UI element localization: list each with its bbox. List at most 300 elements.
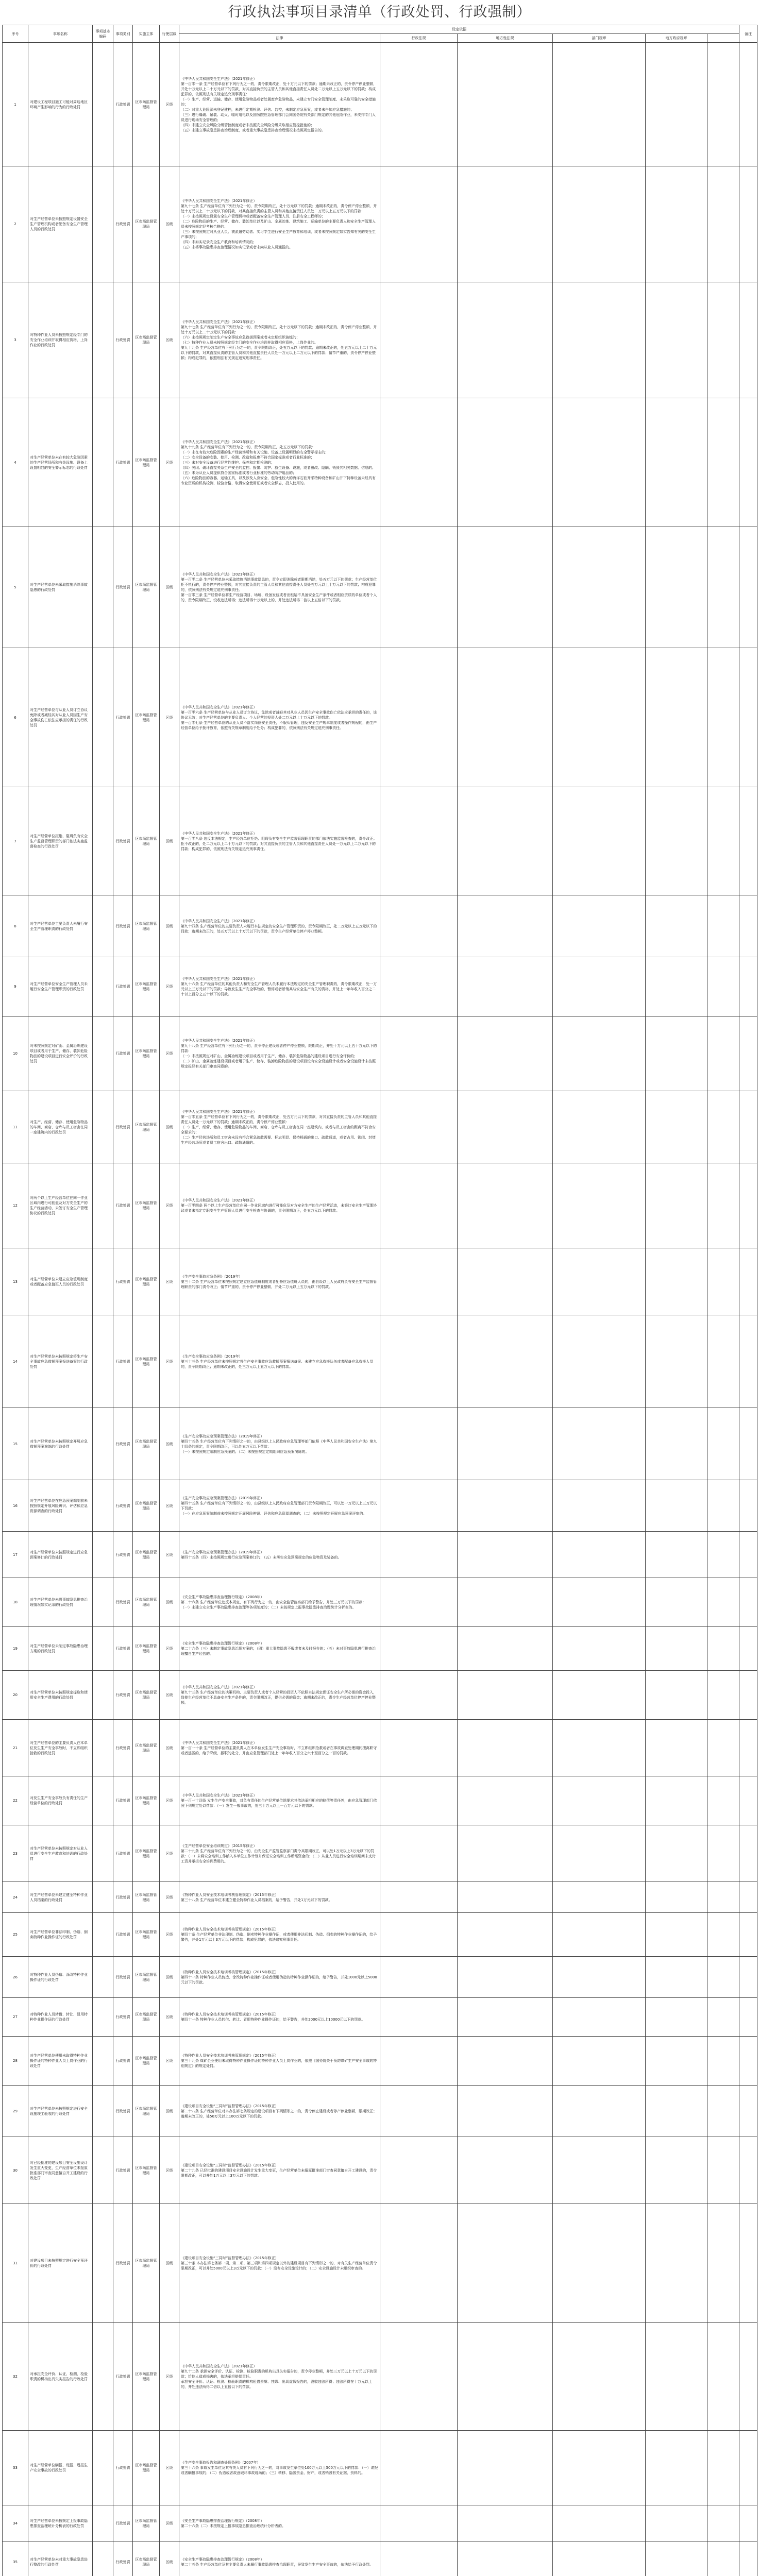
row-seq: 32 (3, 2323, 28, 2431)
row-name: 对生产经营单位未按规定上报事故隐患排查治理统计分析表的行政处罚 (28, 2505, 93, 2541)
row-blank (707, 43, 739, 166)
row-category: 行政处罚 (113, 43, 133, 166)
row-level: 区级 (160, 1671, 179, 1720)
row-subject: 区市场监督管理局 (133, 1091, 160, 1163)
basis-clause: 第一百零四条 两个以上生产经营单位在同一作业区域内进行可能危及对方安全生产的生产经营活动，未签订安全生产管理协议或者未指定专职安全生产管理人员进行安全检查与协调的，责令限期改正，处五万元以下的罚款。 (181, 1204, 377, 1213)
row-code (93, 2037, 113, 2086)
row-dept-rule (553, 398, 646, 527)
table-row (3, 1913, 757, 1957)
row-dept-rule (553, 1315, 646, 1408)
row-subject: 区市场监督管理局 (133, 1248, 160, 1315)
row-blank (707, 648, 739, 787)
row-local-regulation (458, 166, 553, 282)
row-level: 区级 (160, 2505, 179, 2541)
row-level: 区级 (160, 2431, 179, 2505)
basis-law-title: 《中华人民共和国安全生产法》（2021年修正） (181, 2364, 257, 2368)
row-admin-regulation (380, 1163, 458, 1248)
row-remark (739, 2037, 757, 2086)
row-blank (707, 1091, 739, 1163)
row-remark (739, 787, 757, 895)
row-basis-law (179, 1248, 380, 1315)
row-seq: 6 (3, 648, 28, 787)
row-level: 区级 (160, 282, 179, 398)
row-blank (707, 957, 739, 1016)
table-row (3, 398, 757, 527)
table-row (3, 1016, 757, 1091)
row-seq: 4 (3, 398, 28, 527)
basis-clause: 第四十一条 特种作业人员转借、转让、冒用特种作业操作证的，给予警告，并处2000元以上10000元以下的罚款。 (181, 2018, 365, 2022)
basis-clause: 第九十七条 生产经营单位有下列行为之一的，责令限期改正，处十万元以下的罚款；逾期未改正的，责令停产停业整顿，并处十万元以上二十万元以下的罚款，对其直接负责的主管人员和其他直接责任人员处二万元以上五万元以下的罚款： (181, 204, 377, 213)
basis-law-title: 《中华人民共和国安全生产法》（2021年修正） (181, 199, 257, 203)
basis-law-title: 《中华人民共和国安全生产法》（2021年修正） (181, 1740, 257, 1745)
row-remark (739, 1825, 757, 1882)
basis-clause: （二）矿山、金属冶炼建设项目或者用于生产、储存、装卸危险物品的建设项目没有安全设施设计或者安全设施设计未按照规定报经有关部门审查同意的。 (181, 1059, 376, 1069)
row-subject: 区市场监督管理局 (133, 1532, 160, 1578)
row-seq: 18 (3, 1578, 28, 1627)
basis-clause: 第一百零七条 生产经营单位的从业人员不落实岗位安全责任，不服从管理，违反安全生产规章制度或者操作规程的，由生产经营单位给予批评教育，依照有关规章制度给予处分；构成犯罪的，依照刑法有关规定追究刑事责任。 (181, 720, 377, 730)
basis-clause: 第二十九条 生产经营单位有下列行为之一的，由安全生产监管监察部门责令其限期改正，可以处1万元以上3万元以下的罚款：（一）未将安全培训工作纳入本单位工作计划并保证安全培训工作所需资金的；（二）从业人员进行安全培训期间未支付工资并承担安全培训费用的。 (181, 1849, 376, 1863)
table-row (3, 2137, 757, 2204)
row-blank (707, 2204, 739, 2323)
row-level: 区级 (160, 1091, 179, 1163)
row-category: 行政处罚 (113, 2431, 133, 2505)
table-row (3, 648, 757, 787)
row-code (93, 1825, 113, 1882)
header-basis-group: 设定依据 (179, 25, 739, 34)
basis-clause: 第三十六条 事故发生单位及其有关人员有下列行为之一的，对事故发生单位处100万元以上500万元以下的罚款：（一）谎报或者瞒报事故的；（二）伪造或者故意破坏事故现场的；（三）转移、隐匿资金、财产，或者销毁有关证据、资料的。 (181, 2466, 378, 2475)
row-code (93, 2323, 113, 2431)
table-row (3, 43, 757, 166)
row-code (93, 895, 113, 957)
row-blank (707, 1408, 739, 1480)
table-row (3, 1882, 757, 1913)
basis-law-title: 《中华人民共和国安全生产法》（2021年修正） (181, 977, 257, 981)
basis-law-title: 《生产安全事故报告和调查处理条例》（2007年） (181, 2461, 261, 2465)
row-level: 区级 (160, 2541, 179, 2576)
row-blank (707, 1480, 739, 1532)
row-level: 区级 (160, 2204, 179, 2323)
row-blank (707, 2137, 739, 2204)
row-seq: 1 (3, 43, 28, 166)
row-blank (707, 166, 739, 282)
row-category: 行政处罚 (113, 2323, 133, 2431)
basis-clause: 第九十八条 生产经营单位有下列行为之一的，责令停止建设或者停产停业整顿，限期改正，并处十万元以上五十万元以下的罚款： (181, 1044, 377, 1053)
row-seq: 8 (3, 895, 28, 957)
row-gov-rule (646, 1720, 707, 1776)
row-subject: 区市场监督管理局 (133, 2204, 160, 2323)
row-category: 行政处罚 (113, 1825, 133, 1882)
basis-clause: 第四十一条 特种作业人员伪造、涂改特种作业操作证或者使用伪造的特种作业操作证的，给予警告，并处1000元以上5000元以下的罚款。 (181, 1975, 377, 1985)
basis-clause: （四）关闭、破坏直接关系生产安全的监控、报警、防护、救生设备、设施，或者篡改、隐瞒、销毁其相关数据、信息的； (181, 465, 376, 470)
row-basis-law (179, 2431, 380, 2505)
row-code (93, 2137, 113, 2204)
row-code (93, 1480, 113, 1532)
row-code (93, 398, 113, 527)
row-local-regulation (458, 787, 553, 895)
row-admin-regulation (380, 166, 458, 282)
row-remark (739, 43, 757, 166)
row-code (93, 2505, 113, 2541)
basis-law-title: 《特种作业人员安全技术培训考核管理规定》（2015年修正） (181, 1892, 279, 1897)
row-subject: 区市场监督管理局 (133, 1315, 160, 1408)
basis-clause: 承担安全评价、认证、检测、检验职责的机构租借资质、挂靠、出具虚假报告的，没收违法所得；违法所得在十万元以上的，并处违法所得二倍以上五倍以下的罚款。 (181, 2379, 372, 2389)
row-basis-law (179, 1671, 380, 1720)
row-gov-rule (646, 1998, 707, 2037)
row-local-regulation (458, 1882, 553, 1913)
row-basis-law (179, 1957, 380, 1998)
header-row-1 (3, 25, 757, 34)
row-basis-law (179, 957, 380, 1016)
basis-law-title: 《特种作业人员安全技术培训考核管理规定》（2015年修正） (181, 1970, 279, 1974)
row-dept-rule (553, 2137, 646, 2204)
basis-clause: （三）未按照规定对从业人员、被派遣劳动者、实习学生进行安全生产教育和培训，或者未按照规定如实告知有关的安全生产事项的； (181, 230, 376, 239)
basis-law-title: 《生产经营单位安全培训规定》（2015年修正） (181, 1843, 257, 1848)
row-basis-law (179, 1998, 380, 2037)
row-name: 对生产经营单位未制定事故隐患治理方案的行政处罚 (28, 1627, 93, 1671)
row-code (93, 2204, 113, 2323)
row-code (93, 1913, 113, 1957)
row-gov-rule (646, 1627, 707, 1671)
basis-clause: 第二十六条 生产经营单位违反本规定，有下列行为之一的，由安全监管监察部门给予警告，并处三万元以下的罚款： (181, 1600, 366, 1604)
row-level: 区级 (160, 957, 179, 1016)
row-seq: 29 (3, 2086, 28, 2137)
row-remark (739, 2137, 757, 2204)
row-local-regulation (458, 1016, 553, 1091)
row-blank (707, 2037, 739, 2086)
row-dept-rule (553, 1957, 646, 1998)
row-name: 对生产经营单位未采取措施消除事故隐患的行政处罚 (28, 527, 93, 648)
row-subject: 区市场监督管理局 (133, 1882, 160, 1913)
row-subject: 区市场监督管理局 (133, 2037, 160, 2086)
row-code (93, 527, 113, 648)
basis-clause: （三）进行爆破、吊装、动火、临时用电以及国务院应急管理部门会同国务院有关部门规定的其他危险作业，未安排专门人员进行现场安全管理的； (181, 112, 376, 122)
row-subject: 区市场监督管理局 (133, 648, 160, 787)
row-blank (707, 2505, 739, 2541)
table-row (3, 1627, 757, 1671)
basis-clause: 第二十六条（三）未制定事故隐患治理方案的；（四）重大事故隐患不报或者未及时报告的；（五）未对事故隐患进行排查治理擅自生产经营的。 (181, 1647, 376, 1656)
row-code (93, 1248, 113, 1315)
row-seq: 5 (3, 527, 28, 648)
header-subject: 实施主体 (133, 25, 160, 43)
row-basis-law (179, 43, 380, 166)
row-name: 对特种作业人员伪造、涂改特种作业操作证的行政处罚 (28, 1957, 93, 1998)
row-basis-law (179, 1016, 380, 1091)
row-local-regulation (458, 2204, 553, 2323)
row-name: 对生产经营单位在应急预案编制前未按照规定开展风险辨识、评估和应急资源调查的行政处罚 (28, 1480, 93, 1532)
row-level: 区级 (160, 1532, 179, 1578)
row-local-regulation (458, 1163, 553, 1248)
row-dept-rule (553, 1671, 646, 1720)
row-category: 行政处罚 (113, 1627, 133, 1671)
header-admin-regulation: 行政法规 (380, 34, 458, 43)
row-category: 行政处罚 (113, 957, 133, 1016)
row-code (93, 1671, 113, 1720)
row-category: 行政处罚 (113, 2037, 133, 2086)
row-blank (707, 787, 739, 895)
row-blank (707, 2086, 739, 2137)
row-gov-rule (646, 1957, 707, 1998)
row-blank (707, 1163, 739, 1248)
row-name: 对生产经营单位未按照规定进行安全设施竣工验收的行政处罚 (28, 2086, 93, 2137)
row-name: 对两个以上生产经营单位在同一作业区域内进行可能危及对方安全生产的生产经营活动，未签订安全生产管理协议的行政处罚 (28, 1163, 93, 1248)
row-name: 对生产经营单位未建立健全特种作业人员档案的行政处罚 (28, 1882, 93, 1913)
row-blank (707, 2541, 739, 2576)
header-category: 事项类别 (113, 25, 133, 43)
basis-clause: （五）未将事故隐患排查治理情况如实记录或者未向从业人员通报的。 (181, 245, 293, 249)
table-row (3, 895, 757, 957)
row-local-regulation (458, 2323, 553, 2431)
row-code (93, 1720, 113, 1776)
row-local-regulation (458, 1671, 553, 1720)
row-admin-regulation (380, 1408, 458, 1480)
row-basis-law (179, 2204, 380, 2323)
row-subject: 区市场监督管理局 (133, 1578, 160, 1627)
row-level: 区级 (160, 2137, 179, 2204)
row-seq: 10 (3, 1016, 28, 1091)
basis-clause: 第九十四条 生产经营单位的主要负责人未履行本法规定的安全生产管理职责的，责令限期改正，处二万元以上五万元以下的罚款；逾期未改正的，处五万元以上十万元以下的罚款，责令生产经营单位停产停业整顿。 (181, 924, 377, 934)
row-subject: 区市场监督管理局 (133, 2541, 160, 2576)
row-code (93, 1882, 113, 1913)
page-title: 行政执法事项目录清单（行政处罚、行政强制） (228, 4, 531, 20)
row-seq: 31 (3, 2204, 28, 2323)
basis-clause: （一）生产、经营、运输、储存、使用危险物品或者处置废弃危险物品，未建立专门安全管理制度、未采取可靠的安全措施的； (181, 97, 376, 107)
basis-clause: 第二十八条 生产经营单位对本办法第七条规定的建设项目有下列情形之一的，责令停止建设或者停产停业整顿，限期改正；逾期未改正的，处50万元以上100万元以下的罚款。 (181, 2109, 377, 2119)
row-admin-regulation (380, 1480, 458, 1532)
row-admin-regulation (380, 2037, 458, 2086)
row-blank (707, 1998, 739, 2037)
basis-clause: （六）未按照规定制定生产安全事故应急救援预案或者未定期组织演练的； (181, 335, 300, 340)
row-basis-law (179, 1315, 380, 1408)
row-subject: 区市场监督管理局 (133, 398, 160, 527)
row-local-regulation (458, 2037, 553, 2086)
row-name: 对生产经营单位安全生产管理人员未履行安全生产管理职责的行政处罚 (28, 957, 93, 1016)
row-name: 对生产经营单位未按照规定设置安全生产管理机构或者配备安全生产管理人员的行政处罚 (28, 166, 93, 282)
row-category: 行政处罚 (113, 2086, 133, 2137)
basis-clause: 第九十九条 生产经营单位有下列行为之一的，责令限期改正，处五万元以下的罚款；逾期未改正的，处五万元以上二十万元以下的罚款，对其直接负责的主管人员和其他直接责任人员处一万元以上二万元以下的罚款；情节严重的，责令停产停业整顿；构成犯罪的，依照刑法有关规定追究刑事责任。 (181, 346, 377, 360)
basis-law-title: 《中华人民共和国安全生产法》（2021年修正） (181, 1793, 257, 1798)
header-level: 行使层级 (160, 25, 179, 43)
basis-clause: 第二十九条 已经批准的建设项目安全设施设计发生重大变更，生产经营单位未报原批准部门审查同意擅自开工建设的，责令限期改正，可以并处1万元以上3万元以下的罚款。 (181, 2168, 377, 2178)
row-remark (739, 1998, 757, 2037)
row-blank (707, 1315, 739, 1408)
row-basis-law (179, 2323, 380, 2431)
row-admin-regulation (380, 282, 458, 398)
row-gov-rule (646, 1882, 707, 1913)
row-gov-rule (646, 2431, 707, 2505)
row-local-regulation (458, 648, 553, 787)
row-basis-law (179, 2037, 380, 2086)
row-code (93, 1957, 113, 1998)
row-category: 行政处罚 (113, 1091, 133, 1163)
row-subject: 区市场监督管理局 (133, 1163, 160, 1248)
row-gov-rule (646, 1408, 707, 1480)
row-local-regulation (458, 1957, 553, 1998)
row-dept-rule (553, 1163, 646, 1248)
row-category: 行政处罚 (113, 1671, 133, 1720)
row-remark (739, 2323, 757, 2431)
row-name: 对生产经营单位未按照规定对从业人员进行安全生产教育和培训的行政处罚 (28, 1825, 93, 1882)
basis-clause: （一）未按照规定对矿山、金属冶炼建设项目或者用于生产、储存、装卸危险物品的建设项目进行安全评价的； (181, 1054, 358, 1058)
row-code (93, 166, 113, 282)
row-code (93, 1532, 113, 1578)
row-dept-rule (553, 2086, 646, 2137)
table-row (3, 2086, 757, 2137)
row-category: 行政处罚 (113, 1998, 133, 2037)
row-subject: 区市场监督管理局 (133, 1913, 160, 1957)
row-category: 行政处罚 (113, 1578, 133, 1627)
table-row (3, 1408, 757, 1480)
row-level: 区级 (160, 895, 179, 957)
row-basis-law (179, 1578, 380, 1627)
row-dept-rule (553, 1532, 646, 1578)
row-gov-rule (646, 1671, 707, 1720)
row-category: 行政处罚 (113, 1776, 133, 1825)
basis-clause: 第三十三条 生产经营单位未按照规定将生产安全事故应急救援预案报送备案、未建立应急救援队伍或者配备应急救援人员的，责令限期改正；逾期未改正的，处三万元以上五万元以下的罚款。 (181, 1359, 374, 1369)
row-category: 行政处罚 (113, 398, 133, 527)
basis-law-title: 《建设项目安全设施“三同时”监督管理办法》（2015年修正） (181, 2104, 279, 2108)
row-category: 行政处罚 (113, 1480, 133, 1532)
row-seq: 13 (3, 1248, 28, 1315)
row-subject: 区市场监督管理局 (133, 282, 160, 398)
row-subject: 区市场监督管理局 (133, 895, 160, 957)
basis-clause: 第一百零六条 生产经营单位与从业人员订立协议，免除或者减轻其对从业人员因生产安全事故伤亡依法应承担的责任的，该协议无效；对生产经营单位的主要负责人、个人经营的投资人处二万元以上十万元以下的罚款。 (181, 710, 377, 720)
row-seq: 19 (3, 1627, 28, 1671)
row-dept-rule (553, 957, 646, 1016)
row-remark (739, 1248, 757, 1315)
row-remark (739, 1480, 757, 1532)
row-subject: 区市场监督管理局 (133, 1016, 160, 1091)
row-blank (707, 2431, 739, 2505)
basis-law-title: 《中华人民共和国安全生产法》（2021年修正） (181, 705, 257, 709)
row-category: 行政处罚 (113, 2505, 133, 2541)
row-level: 区级 (160, 1776, 179, 1825)
basis-clause: （五）未为从业人员提供符合国家标准或者行业标准的劳动防护用品的； (181, 470, 296, 475)
row-code (93, 1998, 113, 2037)
row-category: 行政处罚 (113, 2541, 133, 2576)
table-row (3, 282, 757, 398)
row-seq: 33 (3, 2431, 28, 2505)
row-blank (707, 1957, 739, 1998)
row-seq: 2 (3, 166, 28, 282)
row-local-regulation (458, 1480, 553, 1532)
basis-clause: 第九十七条 生产经营单位有下列行为之一的，责令限期改正，处十万元以下的罚款；逾期未改正的，责令停产停业整顿，并处十万元以上二十万元以下的罚款： (181, 325, 377, 334)
basis-clause: 第三十二条 生产经营单位未按照规定建立应急值班制度或者配备应急值班人员的，由县级以上人民政府负有安全生产监督管理职责的部门责令改正；情节严重的，责令停产停业整顿，并处二万元以上五万元以下的罚款。 (181, 1279, 377, 1289)
row-subject: 区市场监督管理局 (133, 1720, 160, 1776)
basis-clause: 第一百零三条 生产经营单位将生产经营项目、场所、设备发包或者出租给不具备安全生产条件或者相应资质的单位或者个人的，责令限期改正，没收违法所得；违法所得十万元以上的，并处违法所得二倍以上五倍以下的罚款。 (181, 593, 377, 602)
row-remark (739, 2541, 757, 2576)
table-row (3, 957, 757, 1016)
row-subject: 区市场监督管理局 (133, 2137, 160, 2204)
row-basis-law (179, 398, 380, 527)
row-local-regulation (458, 1627, 553, 1671)
row-admin-regulation (380, 1627, 458, 1671)
row-seq: 11 (3, 1091, 28, 1163)
row-dept-rule (553, 1913, 646, 1957)
header-dept-rule: 部门规章 (553, 34, 646, 43)
row-basis-law (179, 895, 380, 957)
row-level: 区级 (160, 787, 179, 895)
table-row (3, 1480, 757, 1532)
row-admin-regulation (380, 2137, 458, 2204)
basis-law-title: 《中华人民共和国安全生产法》（2021年修正） (181, 76, 257, 81)
row-code (93, 43, 113, 166)
row-subject: 区市场监督管理局 (133, 166, 160, 282)
row-dept-rule (553, 2541, 646, 2576)
row-dept-rule (553, 43, 646, 166)
row-admin-regulation (380, 1720, 458, 1776)
row-admin-regulation (380, 1825, 458, 1882)
row-dept-rule (553, 895, 646, 957)
basis-clause: 第四十五条 生产经营单位有下列情形之一的，由县级以上人民政府应急管理部门责令限期改正，可以处一万元以上三万元以下罚款： (181, 1501, 377, 1511)
row-code (93, 1627, 113, 1671)
basis-law-title: 《生产安全事故应急预案管理办法》（2019年修正） (181, 1496, 264, 1500)
row-admin-regulation (380, 1532, 458, 1578)
basis-clause: 第九十九条 生产经营单位有下列行为之一的，责令限期改正，处五万元以下的罚款： (181, 445, 316, 449)
row-name: 对生产经营单位瞒报、谎报、迟报生产安全事故的行政处罚 (28, 2431, 93, 2505)
row-remark (739, 648, 757, 787)
row-remark (739, 1091, 757, 1163)
row-admin-regulation (380, 1998, 458, 2037)
row-admin-regulation (380, 787, 458, 895)
basis-law-title: 《中华人民共和国安全生产法》（2021年修正） (181, 439, 257, 444)
row-remark (739, 1163, 757, 1248)
row-name: 对未按照规定对矿山、金属冶炼建设项目或者用于生产、储存、装卸危险物品的建设项目进行安全评价的行政处罚 (28, 1016, 93, 1091)
row-local-regulation (458, 1825, 553, 1882)
row-admin-regulation (380, 1882, 458, 1913)
row-category: 行政处罚 (113, 787, 133, 895)
row-dept-rule (553, 1480, 646, 1532)
row-dept-rule (553, 282, 646, 398)
row-name: 对生产经营单位拒绝、阻碍负有安全生产监督管理职责的部门依法实施监督检查的行政处罚 (28, 787, 93, 895)
row-dept-rule (553, 527, 646, 648)
row-basis-law (179, 2086, 380, 2137)
row-blank (707, 1627, 739, 1671)
table-row (3, 2505, 757, 2541)
row-level: 区级 (160, 398, 179, 527)
row-category: 行政处罚 (113, 2137, 133, 2204)
row-dept-rule (553, 1578, 646, 1627)
row-gov-rule (646, 648, 707, 787)
basis-clause: 第一百零二条 生产经营单位未采取措施消除事故隐患的，责令立即消除或者限期消除，处五万元以下的罚款；生产经营单位拒不执行的，责令停产停业整顿，对其直接负责的主管人员和其他直接责任人员处五万元以上十万元以下的罚款；构成犯罪的，依照刑法有关规定追究刑事责任。 (181, 578, 377, 592)
basis-law-title: 《中华人民共和国安全生产法》（2021年修正） (181, 1685, 257, 1689)
row-subject: 区市场监督管理局 (133, 1671, 160, 1720)
row-subject: 区市场监督管理局 (133, 2431, 160, 2505)
row-remark (739, 398, 757, 527)
row-seq: 15 (3, 1408, 28, 1480)
row-remark (739, 2204, 757, 2323)
row-gov-rule (646, 1248, 707, 1315)
basis-clause: （七）特种作业人员未按照规定经专门的安全作业培训并取得相应资格，上岗作业的。 (181, 341, 318, 345)
basis-law-title: 《安全生产事故隐患排查治理暂行规定》（2008年） (181, 1595, 264, 1599)
row-basis-law (179, 1163, 380, 1248)
row-remark (739, 1720, 757, 1776)
row-name: 对生产经营单位未按照规定开展应急救援预案演练的行政处罚 (28, 1408, 93, 1480)
row-name: 对生产经营单位未按照规定提取和使用安全生产费用的行政处罚 (28, 1671, 93, 1720)
row-basis-law (179, 648, 380, 787)
row-admin-regulation (380, 648, 458, 787)
row-name: 对特种作业人员未按照规定经专门的安全作业培训并取得相应资格，上岗作业的行政处罚 (28, 282, 93, 398)
row-admin-regulation (380, 1315, 458, 1408)
row-admin-regulation (380, 43, 458, 166)
row-dept-rule (553, 1776, 646, 1825)
row-name: 对承担安全评价、认证、检测、检验职责的机构出具失实报告的行政处罚 (28, 2323, 93, 2431)
basis-law-title: 《安全生产事故隐患排查治理暂行规定》（2008年） (181, 2557, 264, 2562)
row-subject: 区市场监督管理局 (133, 1776, 160, 1825)
row-seq: 21 (3, 1720, 28, 1776)
table-row (3, 527, 757, 648)
row-blank (707, 1532, 739, 1578)
row-category: 行政处罚 (113, 1957, 133, 1998)
